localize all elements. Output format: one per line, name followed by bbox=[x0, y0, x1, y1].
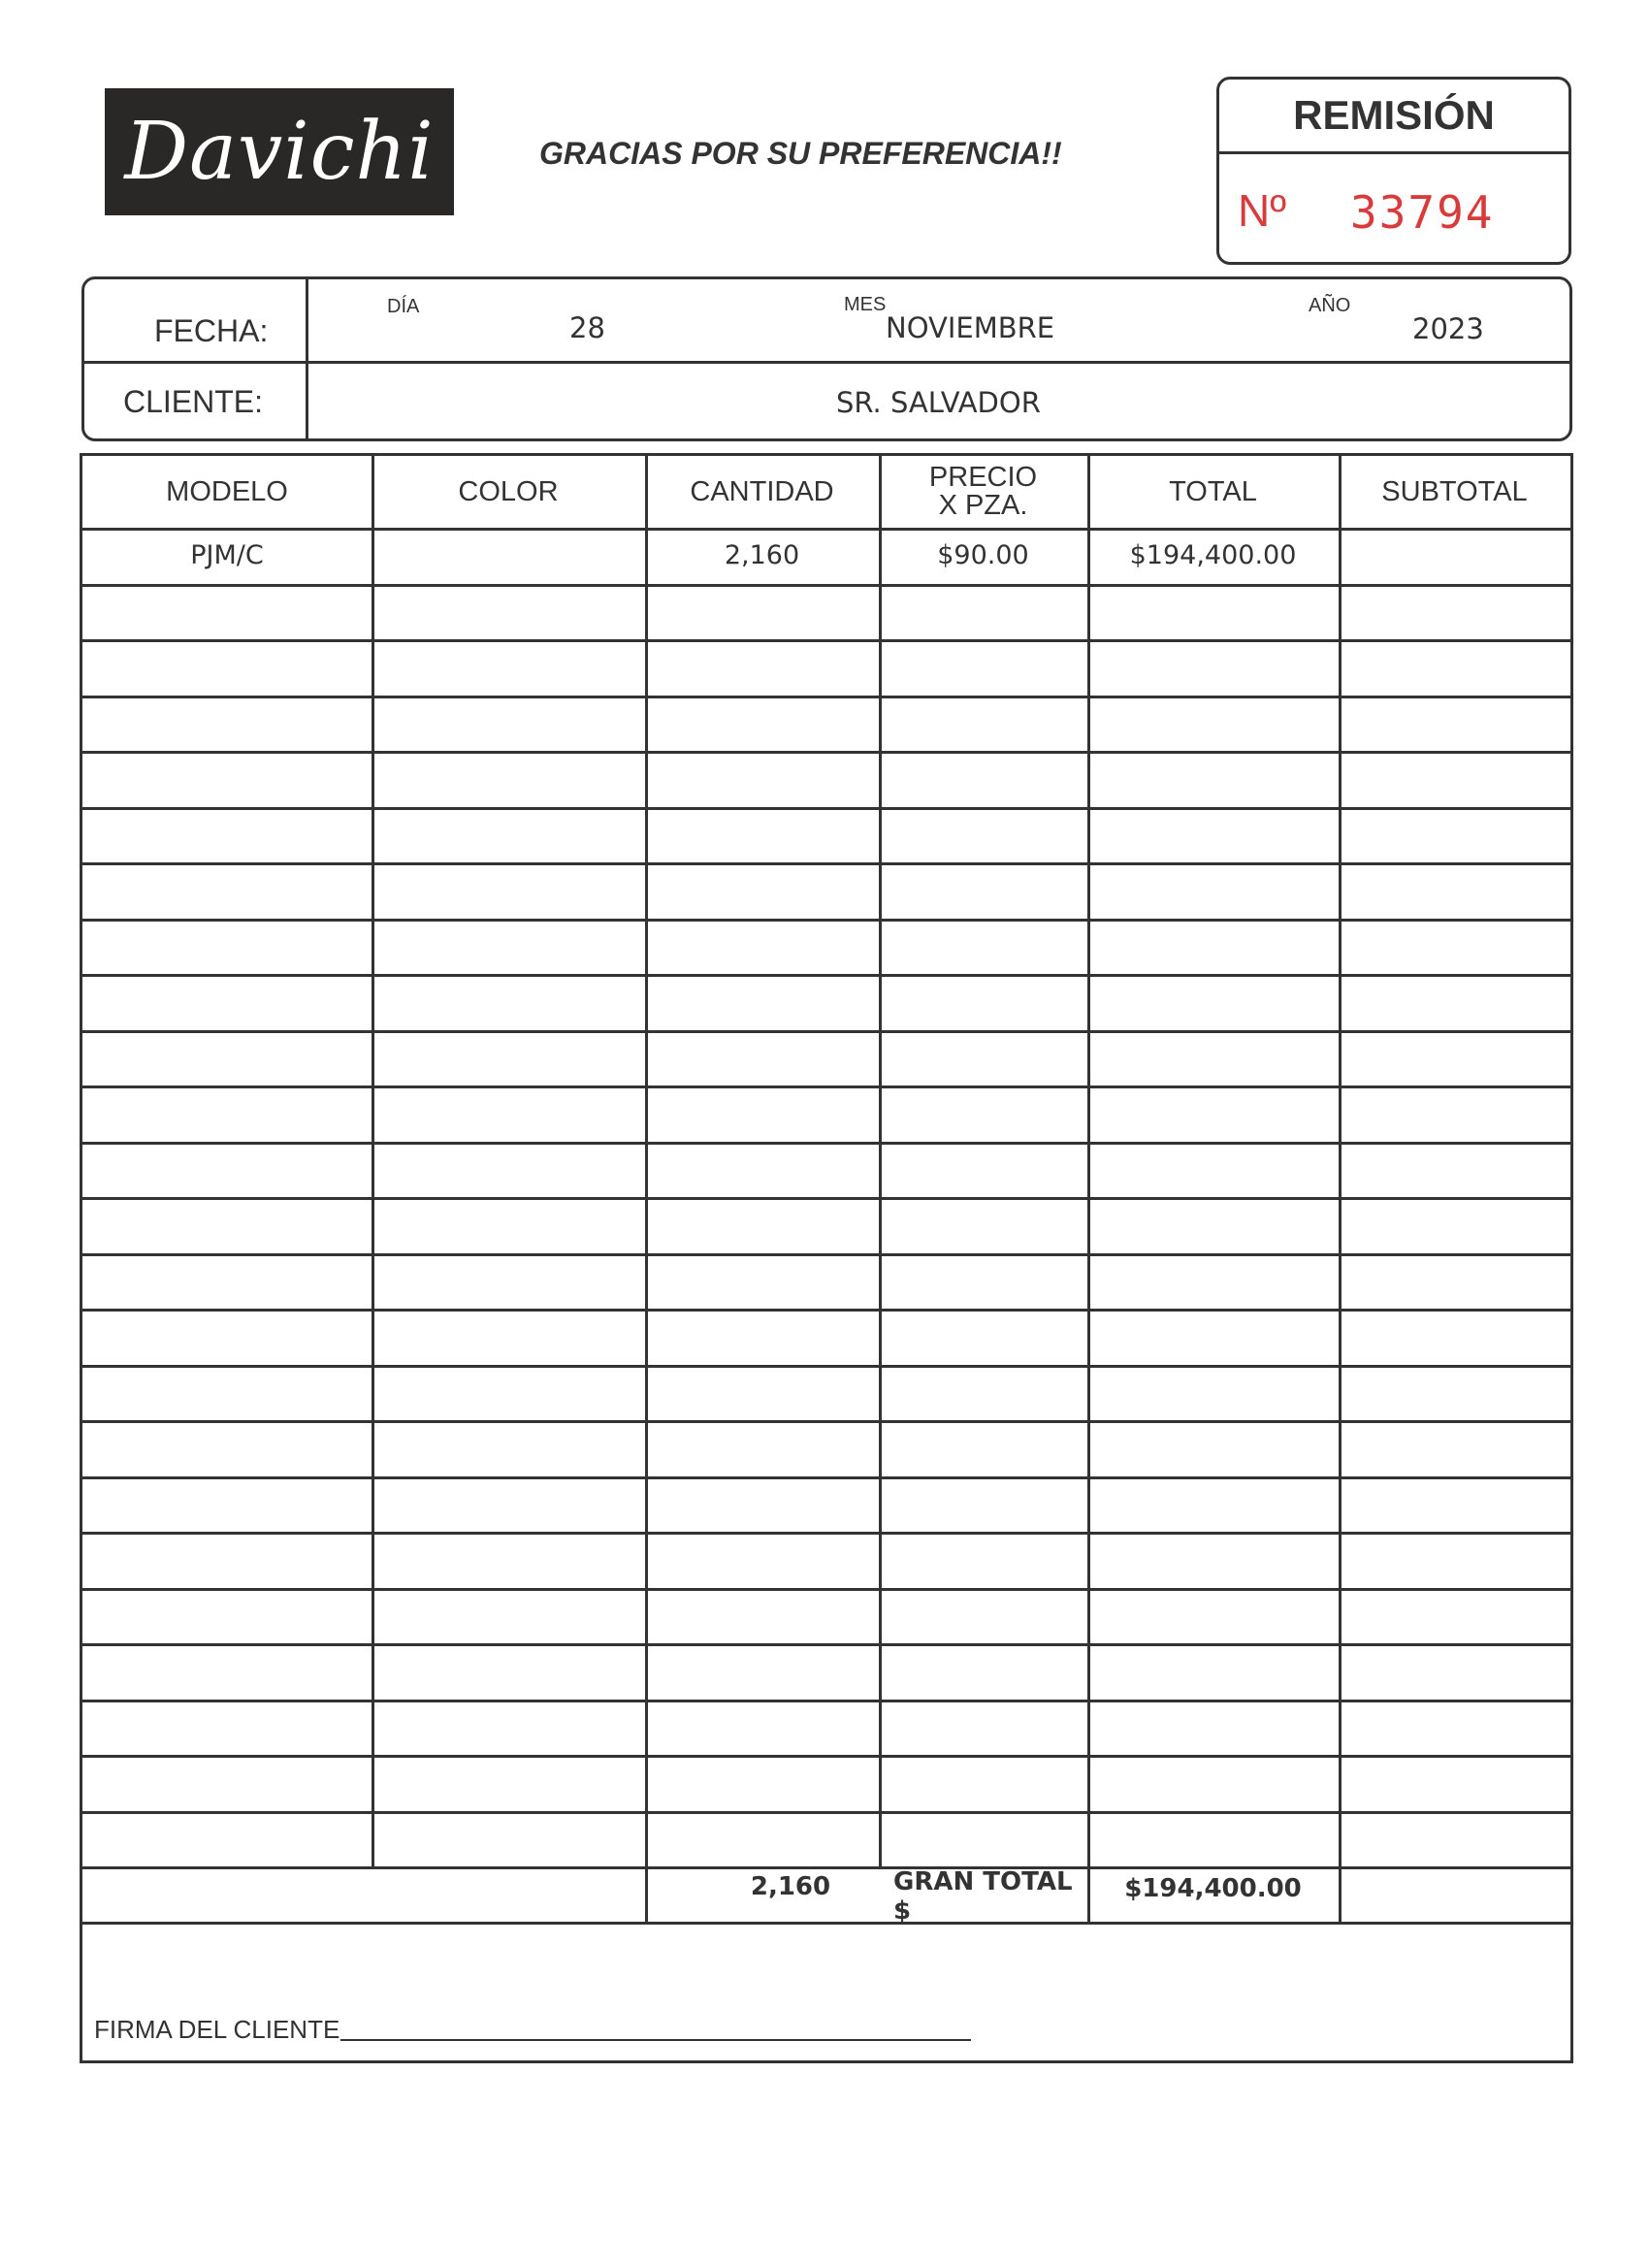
brand-logo bbox=[105, 88, 454, 215]
row-separator bbox=[82, 1030, 1570, 1033]
thank-you-message: GRACIAS POR SU PREFERENCIA!! bbox=[539, 136, 1062, 171]
row-separator bbox=[82, 1811, 1570, 1814]
row-separator bbox=[82, 1309, 1570, 1312]
mes-value: NOVIEMBRE bbox=[886, 311, 1055, 344]
header-modelo: MODELO bbox=[166, 475, 288, 507]
row-separator bbox=[82, 1700, 1570, 1702]
gran-total-value: $194,400.00 bbox=[1124, 1873, 1302, 1903]
column-separator bbox=[1339, 456, 1342, 1866]
row-separator bbox=[82, 584, 1570, 587]
dia-value: 28 bbox=[569, 311, 605, 344]
anio-label: AÑO bbox=[1309, 295, 1351, 316]
header-color: COLOR bbox=[458, 475, 559, 507]
row-separator bbox=[82, 639, 1570, 642]
row-separator bbox=[82, 1142, 1570, 1145]
total-cantidad: 2,160 bbox=[750, 1871, 831, 1901]
header-cantidad: CANTIDAD bbox=[690, 475, 834, 507]
row-separator bbox=[82, 1643, 1570, 1646]
totals-column-separator bbox=[645, 1866, 648, 1922]
row-separator bbox=[82, 1420, 1570, 1423]
brand-logo-text: Davichi bbox=[124, 106, 435, 198]
column-separator bbox=[879, 456, 882, 1866]
header-total: TOTAL bbox=[1169, 475, 1257, 507]
column-separator bbox=[1087, 456, 1090, 1866]
firma-label: FIRMA DEL CLIENTE bbox=[94, 2015, 340, 2044]
row-separator bbox=[82, 1197, 1570, 1200]
row-separator bbox=[82, 1476, 1570, 1479]
table-cell bbox=[372, 528, 645, 582]
cliente-label: CLIENTE: bbox=[123, 384, 264, 419]
table-cell: PJM/C bbox=[190, 539, 264, 570]
mes-label: MES bbox=[844, 294, 887, 315]
info-divider-vertical bbox=[306, 279, 308, 438]
row-separator bbox=[82, 751, 1570, 754]
row-separator bbox=[82, 1085, 1570, 1088]
header-precio: PRECIO X PZA. bbox=[928, 462, 1038, 521]
totals-column-separator bbox=[1339, 1866, 1342, 1922]
info-divider-horizontal bbox=[84, 361, 1569, 364]
row-separator bbox=[82, 1365, 1570, 1368]
folio-prefix: Nº bbox=[1238, 185, 1287, 236]
items-table bbox=[80, 453, 1573, 2063]
row-separator bbox=[82, 1755, 1570, 1758]
row-separator bbox=[82, 807, 1570, 810]
gran-total-label: GRAN TOTAL $ bbox=[893, 1866, 1073, 1926]
row-separator bbox=[82, 1588, 1570, 1591]
signature-line bbox=[340, 2039, 971, 2041]
row-separator bbox=[82, 696, 1570, 698]
anio-value: 2023 bbox=[1412, 312, 1484, 345]
row-separator bbox=[82, 1253, 1570, 1256]
column-separator bbox=[372, 456, 374, 1866]
table-cell: $90.00 bbox=[937, 539, 1029, 570]
remision-title: REMISIÓN bbox=[1219, 80, 1568, 154]
header-subtotal: SUBTOTAL bbox=[1381, 475, 1528, 507]
row-separator bbox=[82, 1532, 1570, 1535]
table-cell: $194,400.00 bbox=[1129, 539, 1297, 570]
row-separator bbox=[82, 862, 1570, 865]
cliente-value: SR. SALVADOR bbox=[836, 386, 1041, 419]
customer-info-box bbox=[81, 276, 1572, 441]
row-separator bbox=[82, 919, 1570, 922]
remision-box bbox=[1216, 77, 1571, 265]
folio-number: 33794 bbox=[1350, 186, 1495, 239]
dia-label: DÍA bbox=[387, 296, 420, 317]
table-cell bbox=[1339, 528, 1570, 582]
table-cell: 2,160 bbox=[724, 539, 800, 570]
fecha-label: FECHA: bbox=[154, 313, 269, 348]
column-separator bbox=[645, 456, 648, 1866]
totals-separator bbox=[82, 1922, 1570, 1925]
row-separator bbox=[82, 974, 1570, 977]
